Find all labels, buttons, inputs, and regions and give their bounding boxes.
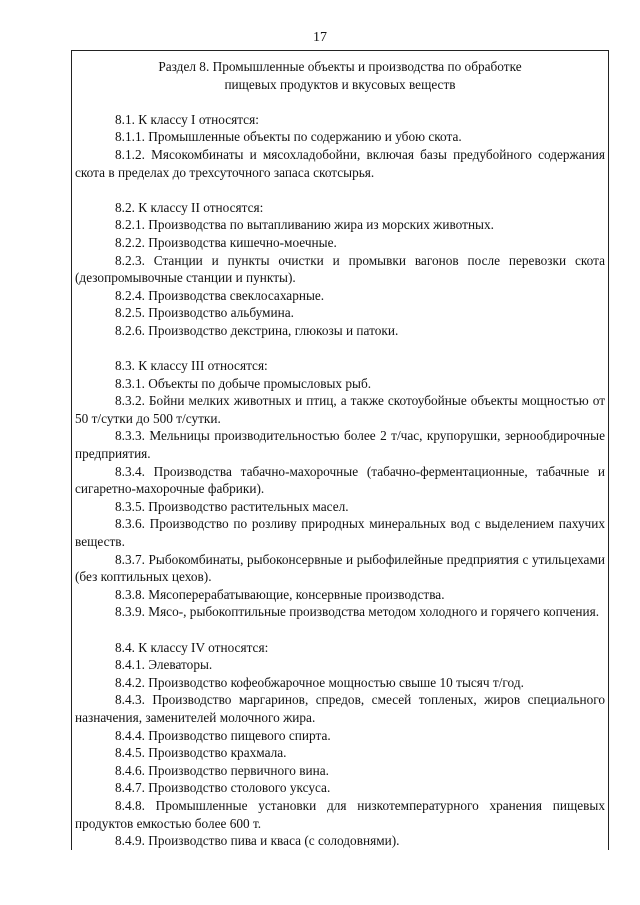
list-item: 8.4.4. Производство пищевого спирта. [115, 727, 331, 743]
list-item: 8.3.9. Мясо-, рыбокоптильные производства методом холодного и горячего копчения. [115, 604, 600, 620]
list-item: 8.2.3. Станции и пункты очистки и промывки вагонов после перевозки скота (дезопромывочные станции и пункты). [75, 252, 605, 286]
document-body [75, 58, 605, 850]
list-item: 8.3.7. Рыбокомбинаты, рыбоконсервные и рыбофилейные предприятия с утильцехами (без коптильных цехов). [75, 551, 605, 585]
list-item: 8.3.4. Производства табачно-махорочные (табачно-ферментационные, табачные и сигаретно-махорочные фабрики). [75, 463, 605, 497]
list-item: 8.1.2. Мясокомбинаты и мясохладобойни, включая базы предубойного содержания скота в пределах до трехсуточного запаса скотсырья. [75, 146, 605, 180]
list-item: 8.1.1. Промышленные объекты по содержанию и убою скота. [115, 129, 462, 145]
page-number: 17 [313, 30, 327, 45]
list-item: 8.2.1. Производства по вытапливанию жира из морских животных. [115, 217, 494, 233]
list-item: 8.4.2. Производство кофеобжарочное мощностью свыше 10 тысяч т/год. [115, 674, 524, 690]
subsection-title: 8.2. К классу II относятся: [115, 199, 264, 215]
list-item: 8.4.7. Производство столового уксуса. [115, 780, 331, 796]
list-item: 8.2.5. Производство альбумина. [115, 305, 294, 321]
list-item: 8.3.3. Мельницы производительностью более 2 т/час, крупорушки, зернообдирочные предприятия. [75, 428, 605, 462]
list-item: 8.4.6. Производство первичного вина. [115, 762, 329, 778]
list-item: 8.4.8. Промышленные установки для низкотемпературного хранения пищевых продуктов емкостью более 600 т. [75, 797, 605, 831]
list-item: 8.3.8. Мясоперерабатывающие, консервные производства. [115, 586, 445, 602]
list-item: 8.4.5. Производство крахмала. [115, 745, 287, 761]
list-item: 8.2.4. Производства свеклосахарные. [115, 287, 325, 303]
list-item: 8.3.6. Производство по розливу природных минеральных вод с выделением пахучих веществ. [75, 516, 605, 550]
list-item: 8.3.2. Бойни мелких животных и птиц, а также скотоубойные объекты мощностью от 50 т/сутки до 500 т/сутки. [75, 393, 605, 426]
section-heading-line1: Раздел 8. Промышленные объекты и производства по обработке [158, 59, 522, 74]
list-item: 8.4.1. Элеваторы. [115, 657, 213, 673]
list-item: 8.4.9. Производство пива и кваса (с солодовнями). [115, 833, 400, 849]
list-item: 8.3.1. Объекты по добыче промысловых рыб. [115, 375, 372, 391]
subsection-title: 8.4. К классу IV относятся: [115, 639, 269, 655]
list-item: 8.2.6. Производство декстрина, глюкозы и патоки. [115, 322, 399, 338]
subsection-title: 8.1. К классу I относятся: [115, 111, 259, 127]
list-item: 8.4.3. Производство маргаринов, спредов, смесей топленых, жиров специального назначения, заменителей молочного жира. [75, 692, 605, 725]
subsection-title: 8.3. К классу III относятся: [115, 358, 268, 374]
list-item: 8.3.5. Производство растительных масел. [115, 498, 349, 514]
section-heading-line2: пищевых продуктов и вкусовых веществ [224, 76, 456, 92]
list-item: 8.2.2. Производства кишечно-моечные. [115, 234, 337, 250]
